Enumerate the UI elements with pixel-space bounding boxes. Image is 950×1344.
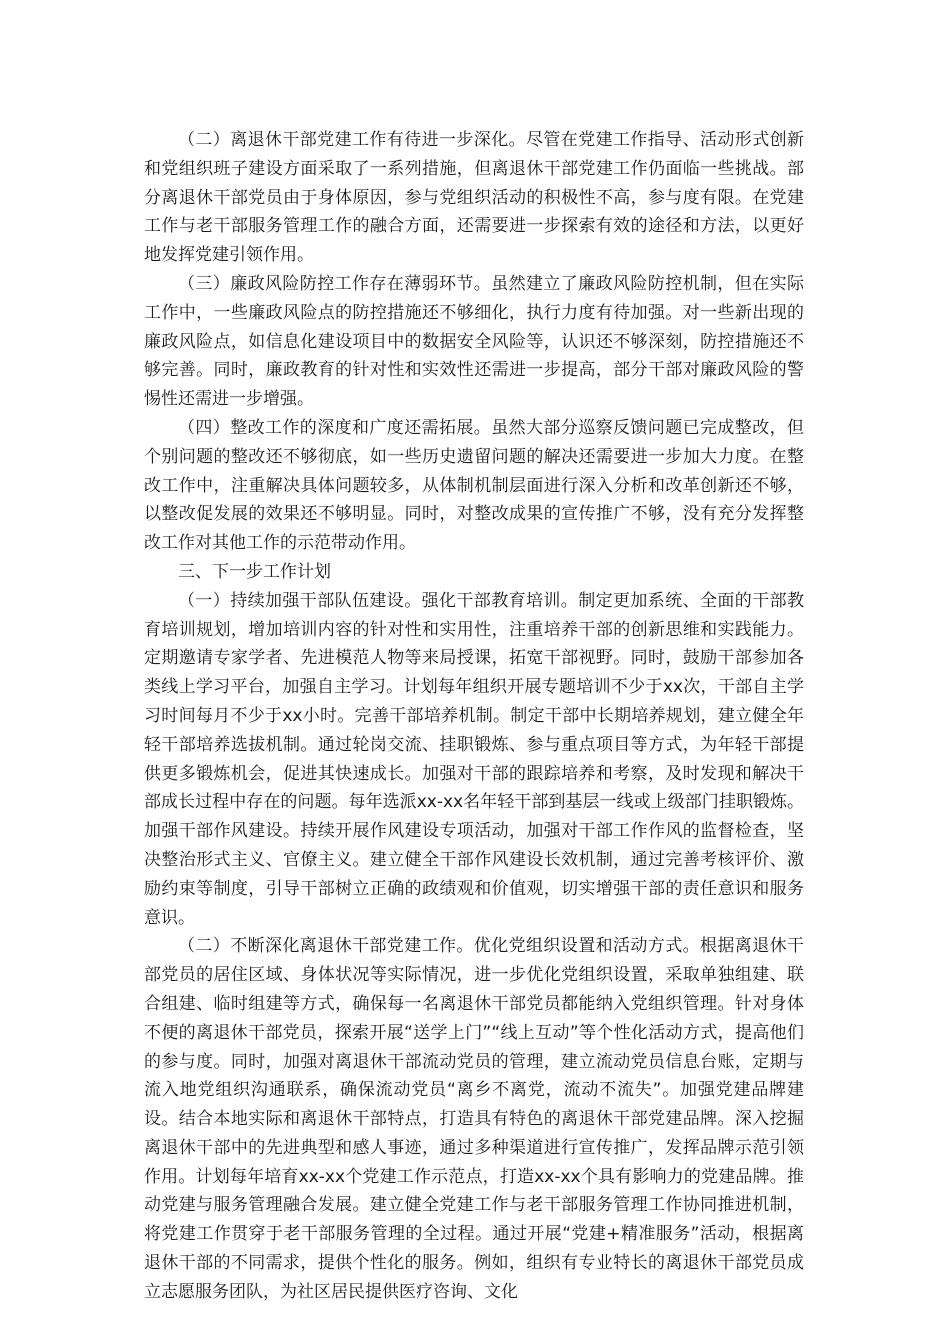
paragraph-rectification-issue: （四）整改工作的深度和广度还需拓展。虽然大部分巡察反馈问题已完成整改，但个别问题的整改还不够彻底，如一些历史遗留问题的解决还需要进一步加大力度。在整改工作中，注重解决具体问题较多，从体制机制层面进行深入分析和改革创新还不够，以整改促发展的效果还不够明显。同时，对整改成果的宣传推广不够，没有充分发挥整改工作对其他工作的示范带动作用。 — [144, 417, 804, 554]
section-heading-next-plan: 三、下一步工作计划 — [178, 561, 331, 582]
paragraph-integrity-risk-issue: （三）廉政风险防控工作存在薄弱环节。虽然建立了廉政风险防控机制，但在实际工作中，一些廉政风险点的防控措施还不够细化，执行力度有待加强。对一些新出现的廉政风险点，如信息化建设项目中的数据安全风险等，认识还不够深刻，防控措施还不够完善。同时，廉政教育的针对性和实效性还需进一步提高，部分干部对廉政风险的警惕性还需进一步增强。 — [144, 273, 804, 410]
paragraph-cadre-team-plan: （一）持续加强干部队伍建设。强化干部教育培训。制定更加系统、全面的干部教育培训规划，增加培训内容的针对性和实用性，注重培养干部的创新思维和实践能力。定期邀请专家学者、先进模范人物等来局授课，拓宽干部视野。同时，鼓励干部参加各类线上学习平台，加强自主学习。计划每年组织开展专题培训不少于xx次，干部自主学习时间每月不少于xx小时。完善干部培养机制。制定干部中长期培养规划，建立健全年轻干部培养选拔机制。通过轮岗交流、挂职锻炼、参与重点项目等方式，为年轻干部提供更多锻炼机会，促进其快速成长。加强对干部的跟踪培养和考察，及时发现和解决干部成长过程中存在的问题。每年选派xx-xx名年轻干部到基层一线或上级部门挂职锻炼。加强干部作风建设。持续开展作风建设专项活动，加强对干部工作作风的监督检查，坚决整治形式主义、官僚主义。建立健全干部作风建设长效机制，通过完善考核评价、激励约束等制度，引导干部树立正确的政绩观和价值观，切实增强干部的责任意识和服务意识。 — [144, 590, 804, 928]
paragraph-retiree-party-plan: （二）不断深化离退休干部党建工作。优化党组织设置和活动方式。根据离退休干部党员的居住区域、身体状况等实际情况，进一步优化党组织设置，采取单独组建、联合组建、临时组建等方式，确保每一名离退休干部党员都能纳入党组织管理。针对身体不便的离退休干部党员，探索开展“送学上门”“线上互动”等个性化活动方式，提高他们的参与度。同时，加强对离退休干部流动党员的管理，建立流动党员信息台账，定期与流入地党组织沟通联系，确保流动党员“离乡不离党，流动不流失”。加强党建品牌建设。结合本地实际和离退休干部特点，打造具有特色的离退休干部党建品牌。深入挖掘离退休干部中的先进典型和感人事迹，通过多种渠道进行宣传推广，发挥品牌示范引领作用。计划每年培育xx-xx个党建工作示范点，打造xx-xx个具有影响力的党建品牌。推动党建与服务管理融合发展。建立健全党建工作与老干部服务管理工作协同推进机制，将党建工作贯穿于老干部服务管理的全过程。通过开展“党建+精准服务”活动，根据离退休干部的不同需求，提供个性化的服务。例如，组织有专业特长的离退休干部党员成立志愿服务团队，为社区居民提供医疗咨询、文化 — [144, 936, 804, 1302]
document-body — [144, 126, 804, 1307]
paragraph-party-building-issue: （二）离退休干部党建工作有待进一步深化。尽管在党建工作指导、活动形式创新和党组织班子建设方面采取了一系列措施，但离退休干部党建工作仍面临一些挑战。部分离退休干部党员由于身体原因，参与党组织活动的积极性不高，参与度有限。在党建工作与老干部服务管理工作的融合方面，还需要进一步探索有效的途径和方法，以更好地发挥党建引领作用。 — [144, 130, 804, 266]
